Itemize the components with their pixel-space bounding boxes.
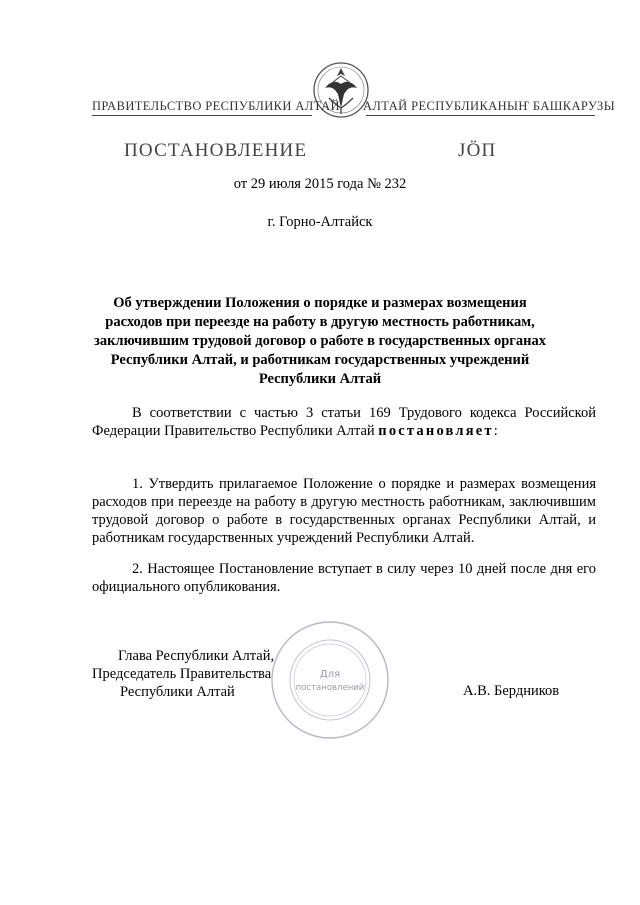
seal-center-line2: постановлений [295,683,365,693]
signatory-line3: Республики Алтай [120,684,235,700]
header-rule-left [92,115,312,116]
item-2: 2. Настоящее Постановление вступает в силу через 10 дней после дня его официального опубликования. [92,561,596,595]
document-date-number: от 29 июля 2015 года № 232 [233,176,407,192]
government-name-altai: АЛТАЙ РЕСПУБЛИКАНЫҤ БАШКАРУЗЫ [363,99,616,113]
signatory-name: А.В. Бердников [463,683,560,699]
government-name-russian: ПРАВИТЕЛЬСТВО РЕСПУБЛИКИ АЛТАЙ [92,99,340,113]
signatory-line1: Глава Республики Алтай, [118,648,275,664]
document-title: Об утверждении Положения о порядке и размерах возмещения расходов при переезде на работу в другую местность работникам, заключившим трудовой договор о работе в государственных органах Республики Алтай, и работникам государственных учреждений Республики Алтай [94,295,546,387]
signatory-position [92,647,292,701]
seal-center-line1: Для [319,669,341,680]
doc-type-russian: ПОСТАНОВЛЕНИЕ [124,140,308,161]
preamble-paragraph [92,404,596,440]
decree-colon: : [493,423,498,439]
item-1: 1. Утвердить прилагаемое Положение о порядке и размерах возмещения расходов при переезде на работу в другую местность работникам, заключившим трудовой договор о работе в государственных органах Республики Алтай, и работникам государственных учреждений Республики Алтай. [92,476,596,546]
preamble-text: В соответствии с частью 3 статьи 169 Трудового кодекса Российской Федерации Правительство Республики Алтай [92,405,596,439]
decree-word: постановляет [378,423,494,439]
signatory-line2: Председатель Правительства [92,666,272,682]
doc-type-altai: ЈӦП [458,140,497,161]
header-rule-right [366,115,595,116]
document-city: г. Горно-Алтайск [267,214,373,230]
